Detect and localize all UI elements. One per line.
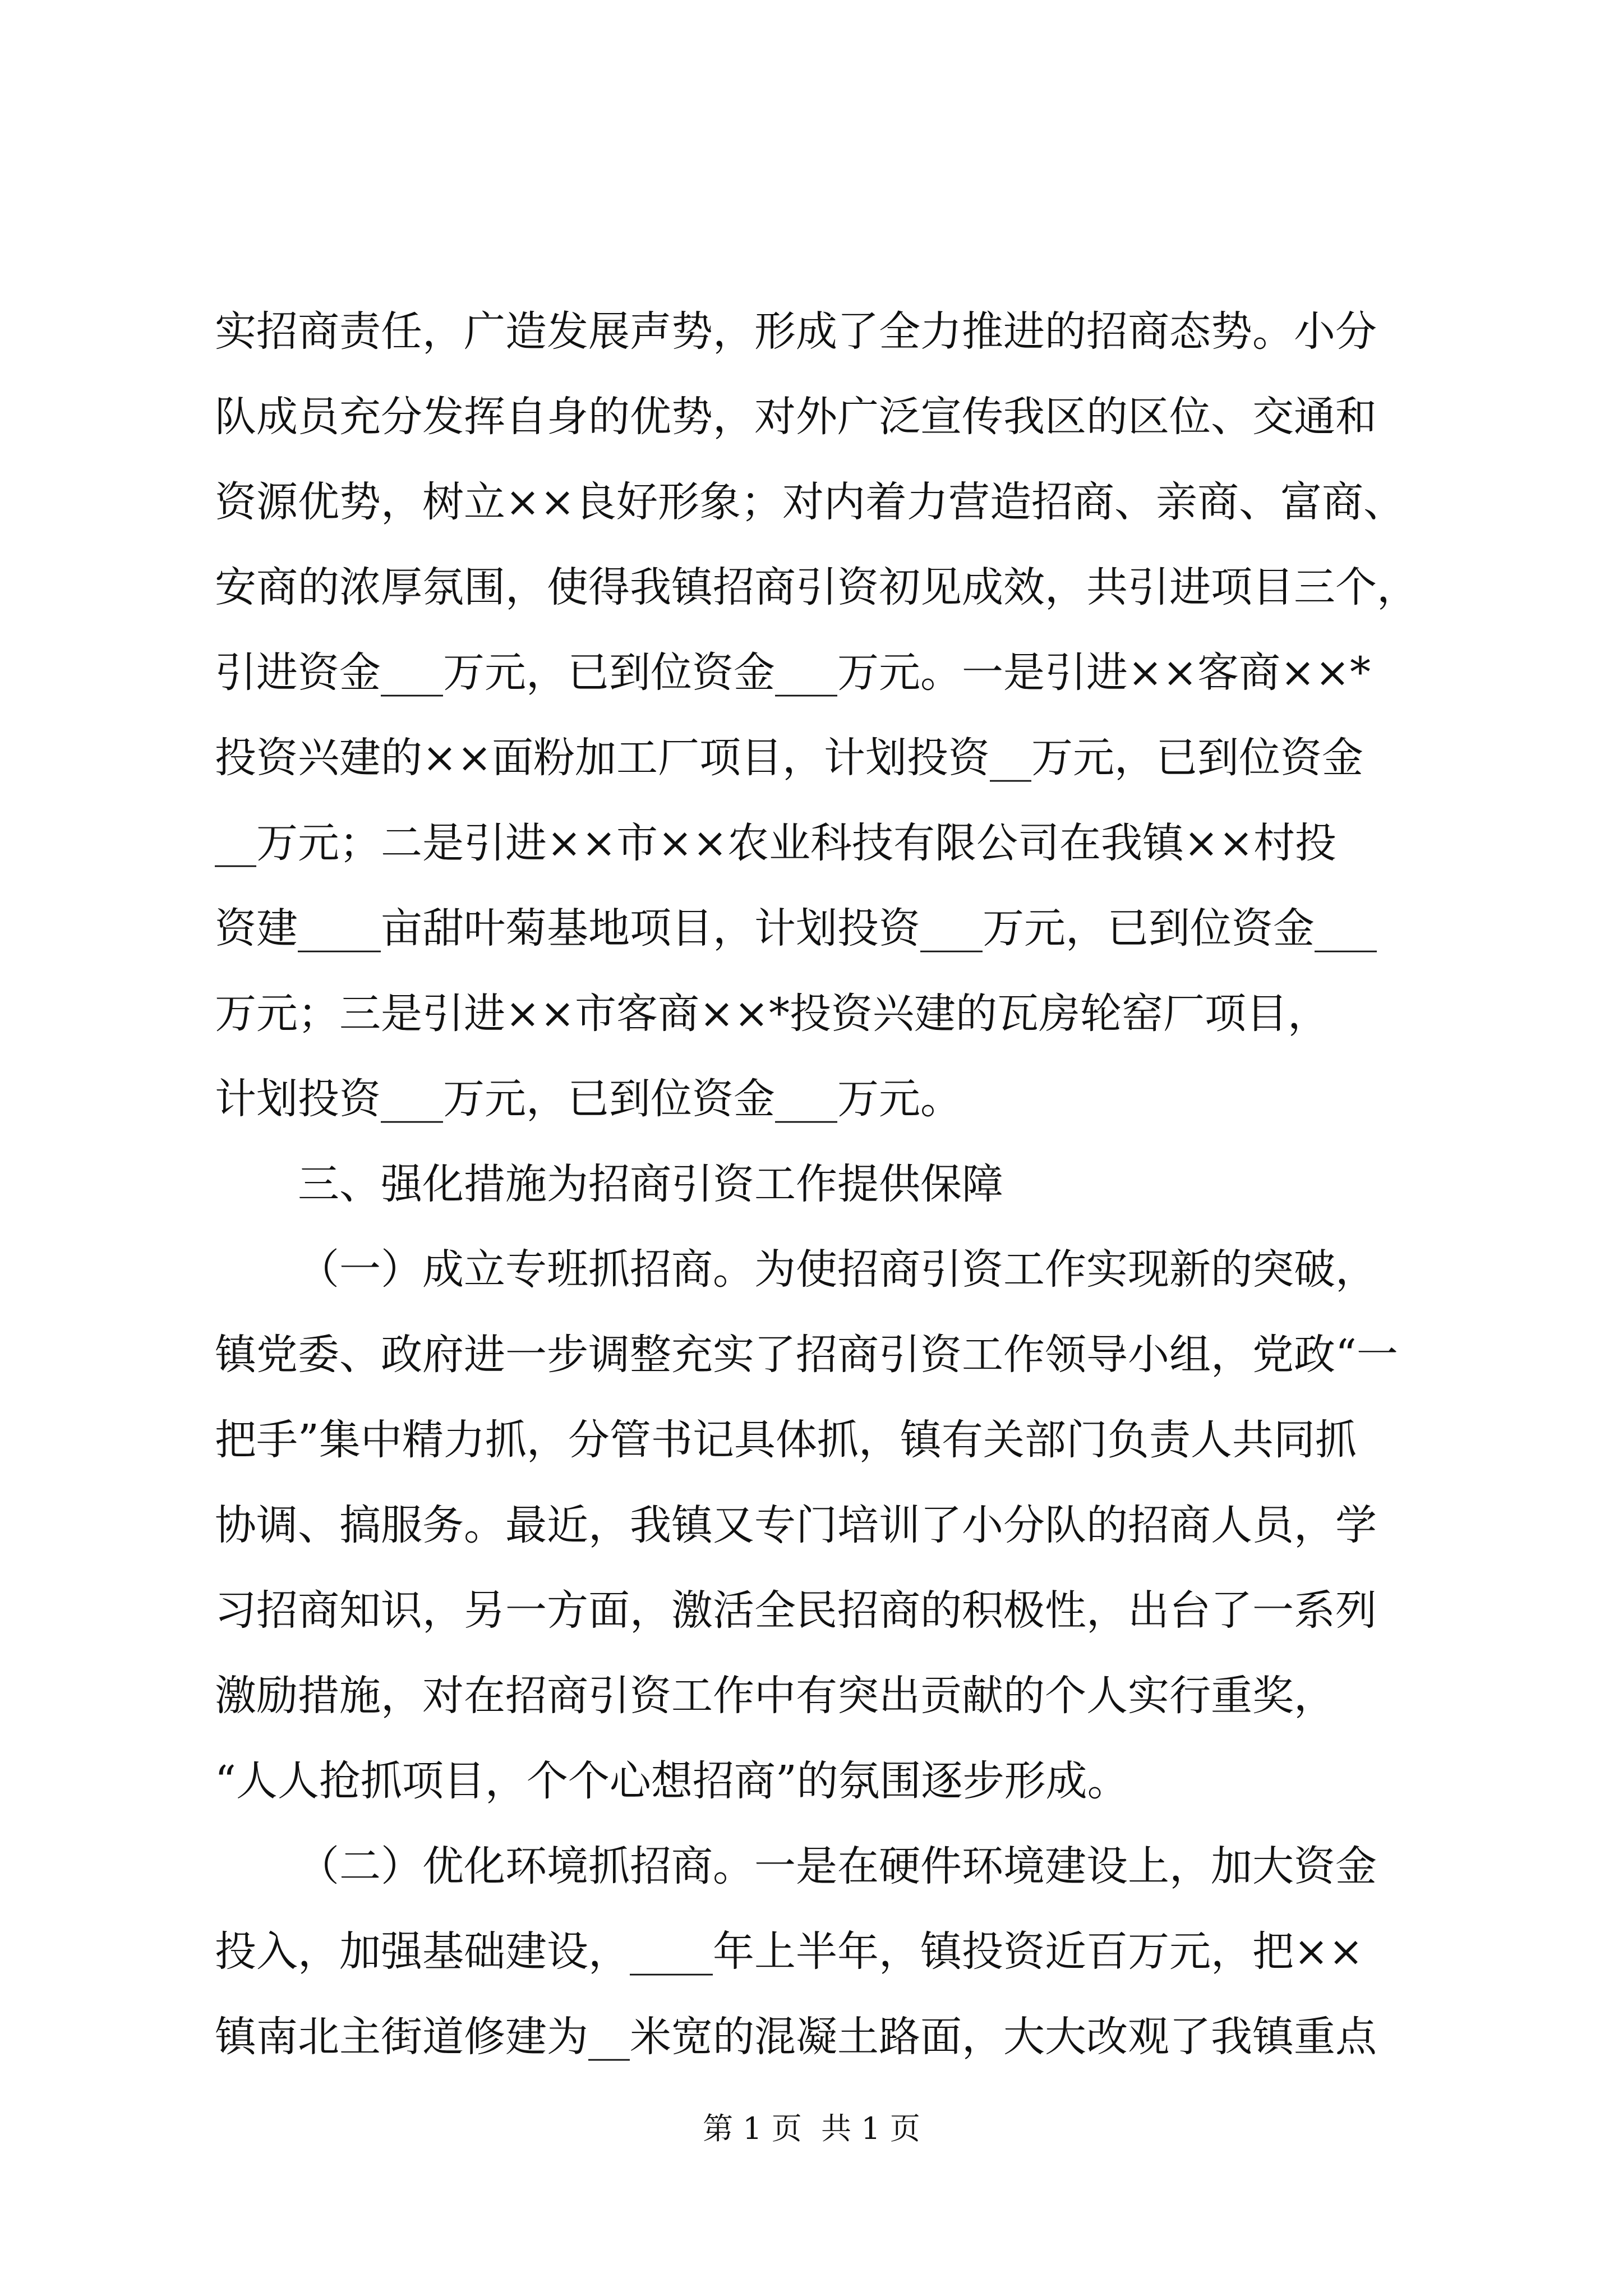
- body-line: 镇党委、政府进一步调整充实了招商引资工作领导小组，党政“一: [215, 1331, 1398, 1379]
- body-line: 实招商责任，广造发展声势，形成了全力推进的招商态势。小分: [215, 307, 1377, 356]
- body-line: 万元；三是引进××市客商××*投资兴建的瓦房轮窑厂项目，: [215, 990, 1330, 1038]
- body-line: 把手”集中精力抓，分管书记具体抓，镇有关部门负责人共同抓: [215, 1416, 1357, 1464]
- body-line: 资源优势，树立××良好形象；对内着力营造招商、亲商、富商、: [215, 478, 1405, 526]
- body-line: 激励措施，对在招商引资工作中有突出贡献的个人实行重奖，: [215, 1672, 1335, 1720]
- body-line: 资建____亩甜叶菊基地项目，计划投资___万元，已到位资金___: [215, 904, 1377, 953]
- body-line: 计划投资___万元，已到位资金___万元。: [215, 1075, 962, 1123]
- body-line: 投入，加强基础建设，____年上半年，镇投资近百万元，把××: [215, 1927, 1364, 1976]
- body-line: （一）成立专班抓招商。为使招商引资工作实现新的突破，: [298, 1245, 1377, 1294]
- document-body: [215, 289, 1471, 2079]
- body-line: 队成员充分发挥自身的优势，对外广泛宣传我区的区位、交通和: [215, 393, 1377, 441]
- body-line: 引进资金___万元，已到位资金___万元。一是引进××客商××*: [215, 648, 1371, 697]
- section-heading: 三、强化措施为招商引资工作提供保障: [298, 1160, 1003, 1208]
- body-line: 镇南北主街道修建为__米宽的混凝土路面，大大改观了我镇重点: [215, 2013, 1377, 2061]
- body-line: （二）优化环境抓招商。一是在硬件环境建设上，加大资金: [298, 1842, 1377, 1890]
- body-line: __万元；二是引进××市××农业科技有限公司在我镇××村投: [215, 819, 1337, 867]
- body-line: “人人抢抓项目，个个心想招商”的氛围逐步形成。: [215, 1757, 1129, 1805]
- body-line: 安商的浓厚氛围，使得我镇招商引资初见成效，共引进项目三个，: [215, 563, 1418, 611]
- page-number-footer: 第 1 页 共 1 页: [703, 2111, 920, 2146]
- body-line: 协调、搞服务。最近，我镇又专门培训了小分队的招商人员，学: [215, 1501, 1377, 1549]
- body-line: 投资兴建的××面粉加工厂项目，计划投资__万元，已到位资金: [215, 734, 1364, 782]
- body-line: 习招商知识，另一方面，激活全民招商的积极性，出台了一系列: [215, 1586, 1377, 1635]
